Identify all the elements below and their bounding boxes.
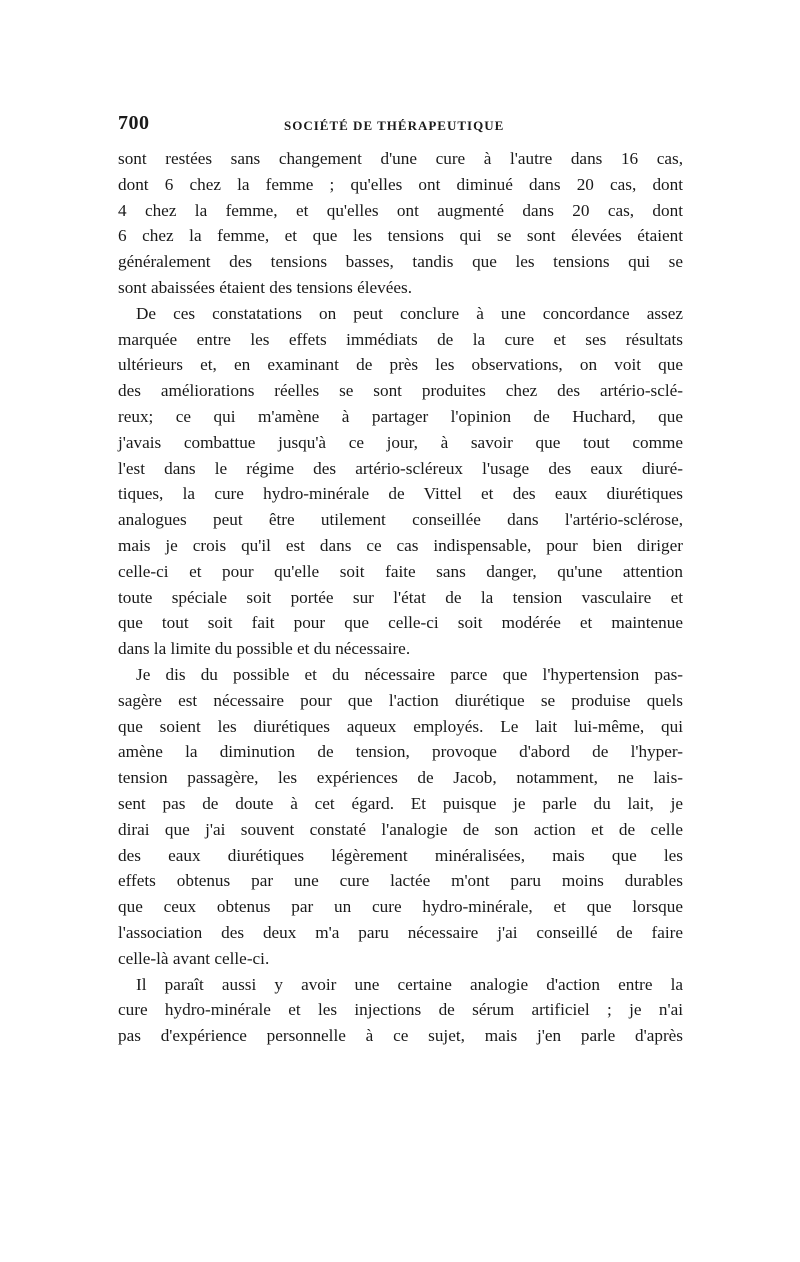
running-header xyxy=(118,112,683,142)
paragraph-line: cure hydro-minérale et les injections de sérum artificiel ; je n'ai xyxy=(118,1000,683,1020)
paragraph-line: dont 6 chez la femme ; qu'elles ont diminué dans 20 cas, dont xyxy=(118,174,683,194)
paragraph: De ces constatations on peut conclure à une concordance assez xyxy=(136,303,683,323)
journal-title: SOCIÉTÉ DE THÉRAPEUTIQUE xyxy=(284,118,505,133)
paragraph-line: pas d'expérience personnelle à ce sujet, mais j'en parle d'après xyxy=(118,1026,683,1046)
paragraph-line: sent pas de doute à cet égard. Et puisque je parle du lait, je xyxy=(118,793,683,813)
paragraph-line: mais je crois qu'il est dans ce cas indispensable, pour bien diriger xyxy=(118,535,683,555)
paragraph-line: amène la diminution de tension, provoque d'abord de l'hyper- xyxy=(118,742,683,762)
paragraph-line: effets obtenus par une cure lactée m'ont paru moins durables xyxy=(118,871,683,891)
paragraph-line: toute spéciale soit portée sur l'état de la tension vasculaire et xyxy=(118,587,683,607)
paragraph-line: que soient les diurétiques aqueux employés. Le lait lui-même, qui xyxy=(118,716,683,736)
paragraph-line: généralement des tensions basses, tandis que les tensions qui se xyxy=(118,252,683,272)
paragraph-line: l'est dans le régime des artério-scléreux l'usage des eaux diuré- xyxy=(118,458,683,478)
paragraph-line: sont abaissées étaient des tensions élevées. xyxy=(118,277,413,297)
page-number: 700 xyxy=(118,112,150,134)
paragraph-line: ultérieurs et, en examinant de près les observations, on voit que xyxy=(118,355,683,375)
paragraph-line: 4 chez la femme, et qu'elles ont augmenté dans 20 cas, dont xyxy=(118,200,683,220)
paragraph-line: que ceux obtenus par un cure hydro-minérale, et que lorsque xyxy=(118,897,683,917)
paragraph-line: sagère est nécessaire pour que l'action diurétique se produise quels xyxy=(118,690,683,710)
paragraph-line: marquée entre les effets immédiats de la cure et ses résultats xyxy=(118,329,683,349)
page xyxy=(118,112,683,1049)
paragraph-line: celle-ci et pour qu'elle soit faite sans danger, qu'une attention xyxy=(118,561,683,581)
paragraph-line: que tout soit fait pour que celle-ci soit modérée et maintenue xyxy=(118,613,683,633)
paragraph: sont restées sans changement d'une cure à l'autre dans 16 cas, xyxy=(118,149,683,168)
body-text xyxy=(118,146,683,1049)
paragraph-line: tension passagère, les expériences de Jacob, notamment, ne lais- xyxy=(118,768,683,788)
paragraph-line: reux; ce qui m'amène à partager l'opinion de Huchard, que xyxy=(118,406,683,426)
paragraph-line: dirai que j'ai souvent constaté l'analogie de son action et de celle xyxy=(118,819,683,839)
paragraph-line: dans la limite du possible et du nécessaire. xyxy=(118,639,411,659)
paragraph-line: celle-là avant celle-ci. xyxy=(118,948,270,968)
paragraph-line: des eaux diurétiques légèrement minéralisées, mais que les xyxy=(118,845,683,865)
paragraph-line: j'avais combattue jusqu'à ce jour, à savoir que tout comme xyxy=(118,432,683,452)
paragraph-line: l'association des deux m'a paru nécessaire j'ai conseillé de faire xyxy=(118,922,683,942)
paragraph-line: 6 chez la femme, et que les tensions qui se sont élevées étaient xyxy=(118,226,683,246)
paragraph-line: des améliorations réelles se sont produites chez des artério-sclé- xyxy=(118,381,683,401)
paragraph: Il paraît aussi y avoir une certaine analogie d'action entre la xyxy=(136,974,683,994)
paragraph-line: tiques, la cure hydro-minérale de Vittel et des eaux diurétiques xyxy=(118,484,683,504)
paragraph: Je dis du possible et du nécessaire parce que l'hypertension pas- xyxy=(136,664,683,684)
paragraph-line: analogues peut être utilement conseillée dans l'artério-sclérose, xyxy=(118,510,683,530)
